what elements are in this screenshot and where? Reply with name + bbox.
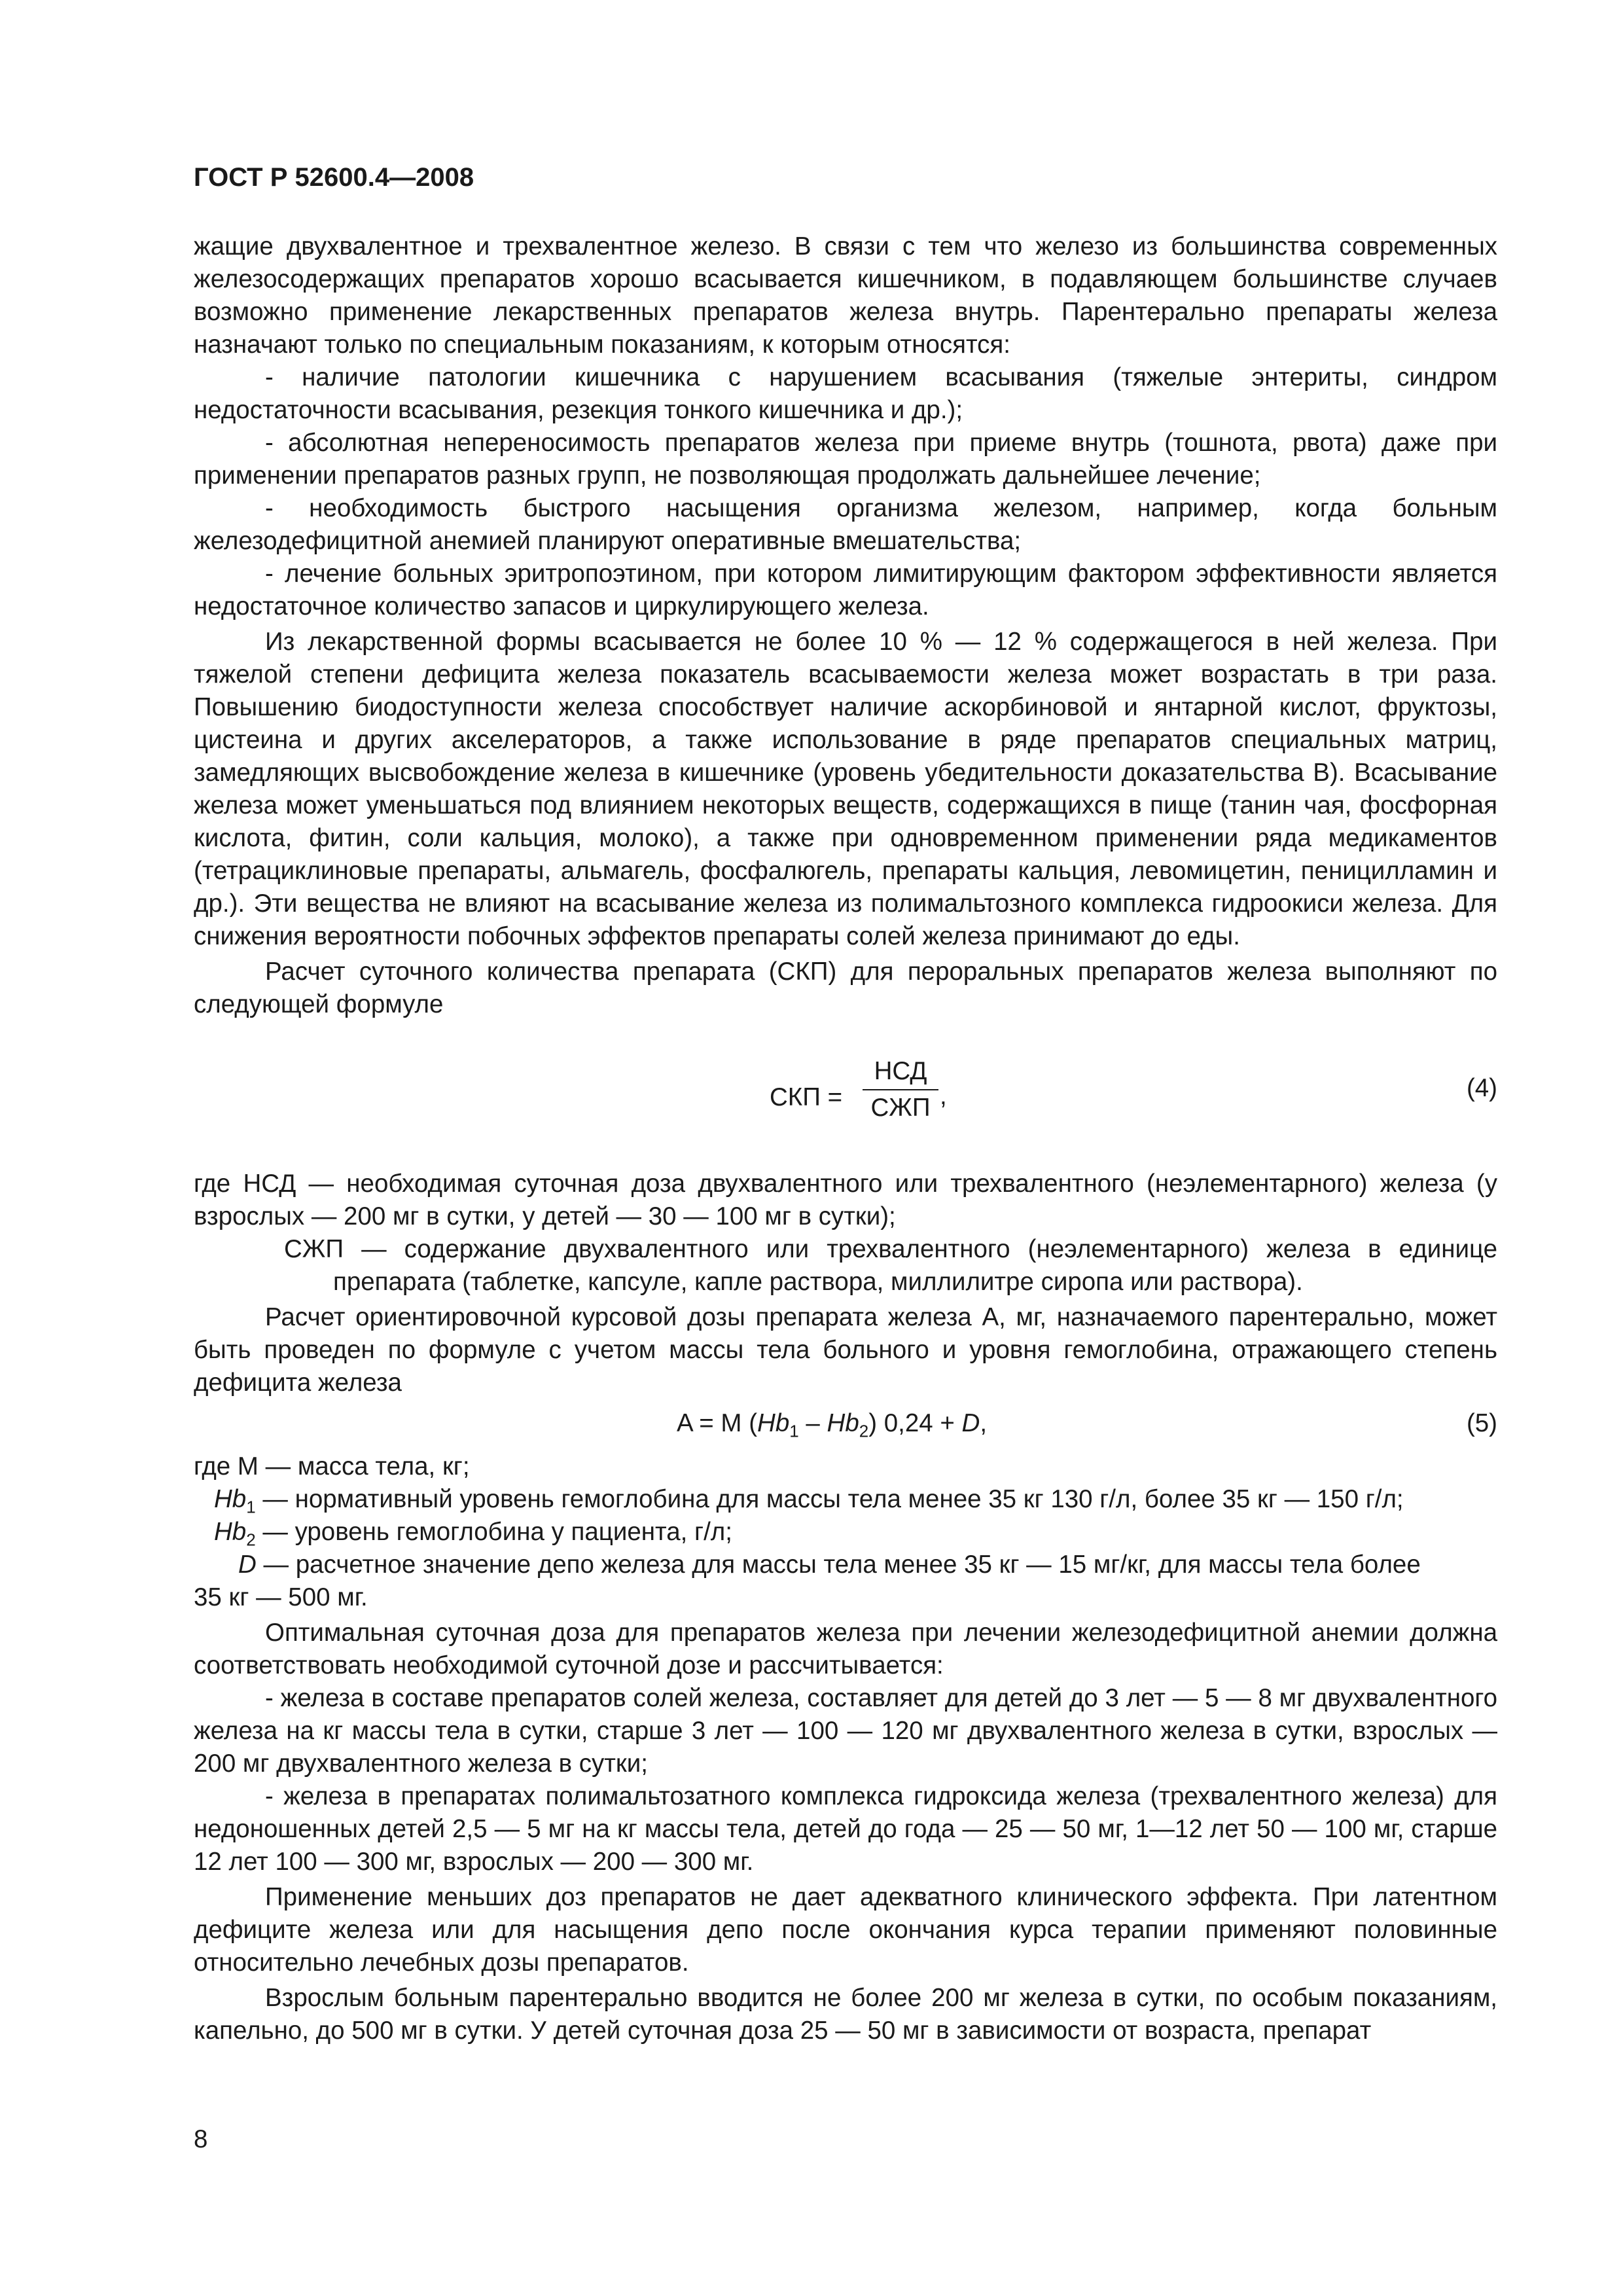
paragraph: Из лекарственной формы всасывается не более 10 % — 12 % содержащегося в ней железа. При тяжелой степени дефицита железа показатель всасываемости железа может возрастать в три раза. Повышению биодоступности железа способствует наличие аскорбиновой и янтарной кислот, фруктозы, цистеина и других акселераторов, а также использование в ряде препаратов специальных матриц, замедляющих высвобождение железа в кишечнике (уровень убедительности доказательства В). Всасывание железа может уменьшаться под влиянием некоторых веществ, содержащихся в пище (танин чая, фосфорная кислота, фитин, соли кальция, молоко), а также при одновременном применении ряда медикаментов (тетрациклиновые препараты, альмагель, фосфалюгель, препараты кальция, левомицетин, пеницилламин и др.). Эти вещества не влияют на всасывание железа из полимальтозного комплекса гидроокиси железа. Для снижения вероятности побочных эффектов препараты солей железа принимают до еды. xyxy=(194,628,1497,950)
var-sub: 1 xyxy=(246,1497,256,1517)
formula-5-var-hb1: Hb xyxy=(757,1409,790,1437)
document-id-header: ГОСТ Р 52600.4—2008 xyxy=(194,163,474,192)
where-clause-hb1 xyxy=(194,1483,1497,1516)
formula-5-part: , xyxy=(980,1409,988,1437)
var-hb1: Hb xyxy=(214,1485,247,1513)
formula-5-var-d: D xyxy=(961,1409,980,1437)
paragraph: Оптимальная суточная доза для препаратов железа при лечении железодефицитной анемии должна соответствовать необходимой суточной дозе и рассчитывается: xyxy=(194,1619,1497,1679)
where-desc: содержание двухвалентного или трехвалентного (неэлементарного) железа в единице препарата (таблетке, капсуле, капле раствора, миллилитре сиропа или раствора). xyxy=(333,1235,1497,1296)
formula-4-lhs: СКП = xyxy=(770,1083,843,1111)
where-desc: необходимая суточная доза двухвалентного или трехвалентного (неэлементарного) железа (у взрослых — 200 мг в сутки, у детей — 30 — 100 мг в сутки); xyxy=(194,1170,1497,1230)
list-item: - железа в препаратах полимальтозатного комплекса гидроксида железа (трехвалентного железа) для недоношенных детей 2,5 — 5 мг на кг массы тела, детей до года — 25 — 50 мг, 1—12 лет 50 — 100 мг, старше 12 лет 100 — 300 мг, взрослых — 200 — 300 мг. xyxy=(194,1782,1497,1876)
formula-5-var-hb2: Hb xyxy=(827,1409,859,1437)
paragraph: Взрослым больным парентерально вводится не более 200 мг железа в сутки, по особым показаниям, капельно, до 500 мг в сутки. У детей суточная доза 25 — 50 мг в зависимости от возраста, препарат xyxy=(194,1984,1497,2045)
list-item: - необходимость быстрого насыщения организма железом, например, когда больным железодефицитной анемией планируют оперативные вмешательства; xyxy=(194,494,1497,555)
where-clause-nsd xyxy=(194,1168,1497,1233)
where-clause-m: где М — масса тела, кг; xyxy=(194,1452,470,1480)
formula-5-part: ) 0,24 + xyxy=(868,1409,962,1437)
list-item: - железа в составе препаратов солей железа, составляет для детей до 3 лет — 5 — 8 мг двухвалентного железа на кг массы тела в сутки, старше 3 лет — 100 — 120 мг двухвалентного железа в сутки, взрослых — 200 мг двухвалентного железа в сутки; xyxy=(194,1684,1497,1778)
formula-5-number: (5) xyxy=(1466,1409,1497,1437)
list-item: - абсолютная непереносимость препаратов железа при приеме внутрь (тошнота, рвота) даже при применении препаратов разных групп, не позволяющая продолжать дальнейшее лечение; xyxy=(194,429,1497,490)
paragraph: Применение меньших доз препаратов не дает адекватного клинического эффекта. При латентном дефиците железа или для насыщения депо после окончания курса терапии применяют половинные относительно лечебных дозы препаратов. xyxy=(194,1883,1497,1977)
var-hb2: Hb xyxy=(214,1518,247,1546)
page-number: 8 xyxy=(194,2125,208,2153)
var-sub: 2 xyxy=(246,1530,256,1550)
where-clause-szhp xyxy=(194,1233,1497,1299)
formula-5-part: – xyxy=(798,1409,827,1437)
formula-5 xyxy=(194,1405,1497,1444)
paragraph: Расчет ориентировочной курсовой дозы препарата железа А, мг, назначаемого парентерально, может быть проведен по формуле с учетом массы тела больного и уровня гемоглобина, отражающего степень дефицита железа xyxy=(194,1303,1497,1397)
formula-4-fraction xyxy=(863,1054,938,1126)
formula-5-part: A = M ( xyxy=(677,1409,758,1437)
where-clause-d xyxy=(194,1549,1497,1581)
list-item: - лечение больных эритропоэтином, при котором лимитирующим фактором эффективности является недостаточное количество запасов и циркулирующего железа. xyxy=(194,560,1497,620)
where-desc: — уровень гемоглобина у пациента, г/л; xyxy=(255,1518,732,1546)
paragraph: Расчет суточного количества препарата (СКП) для пероральных препаратов железа выполняют по следующей формуле xyxy=(194,958,1497,1018)
formula-4-numerator: НСД xyxy=(863,1054,938,1090)
formula-4-number: (4) xyxy=(1466,1074,1497,1102)
list-item: - наличие патологии кишечника с нарушением всасывания (тяжелые энтериты, синдром недостаточности всасывания, резекция тонкого кишечника и др.); xyxy=(194,363,1497,424)
formula-4-comma: , xyxy=(940,1082,947,1110)
formula-5-sub: 1 xyxy=(789,1421,799,1441)
formula-4 xyxy=(194,1054,1497,1139)
where-term: где НСД — xyxy=(194,1170,347,1198)
document-body xyxy=(194,230,1497,2047)
formula-4-denominator: СЖП xyxy=(870,1094,931,1122)
formula-5-expression xyxy=(677,1407,987,1440)
paragraph: жащие двухвалентное и трехвалентное железо. В связи с тем что железо из большинства современных железосодержащих препаратов хорошо всасывается кишечником, в подавляющем большинстве случаев возможно применение лекарственных препаратов железа внутрь. Парентерально препараты железа назначают только по специальным показаниям, к которым относятся: xyxy=(194,232,1497,359)
where-clause-hb2 xyxy=(194,1516,1497,1549)
where-clause-d-cont: 35 кг — 500 мг. xyxy=(194,1583,368,1611)
formula-5-sub: 2 xyxy=(859,1421,869,1441)
where-desc: — расчетное значение депо железа для массы тела менее 35 кг — 15 мг/кг, для массы тела более xyxy=(256,1551,1421,1579)
where-term: СЖП — xyxy=(284,1235,404,1263)
where-desc: — нормативный уровень гемоглобина для массы тела менее 35 кг 130 г/л, более 35 кг — 150 г/л; xyxy=(255,1485,1404,1513)
var-d: D xyxy=(238,1551,257,1579)
